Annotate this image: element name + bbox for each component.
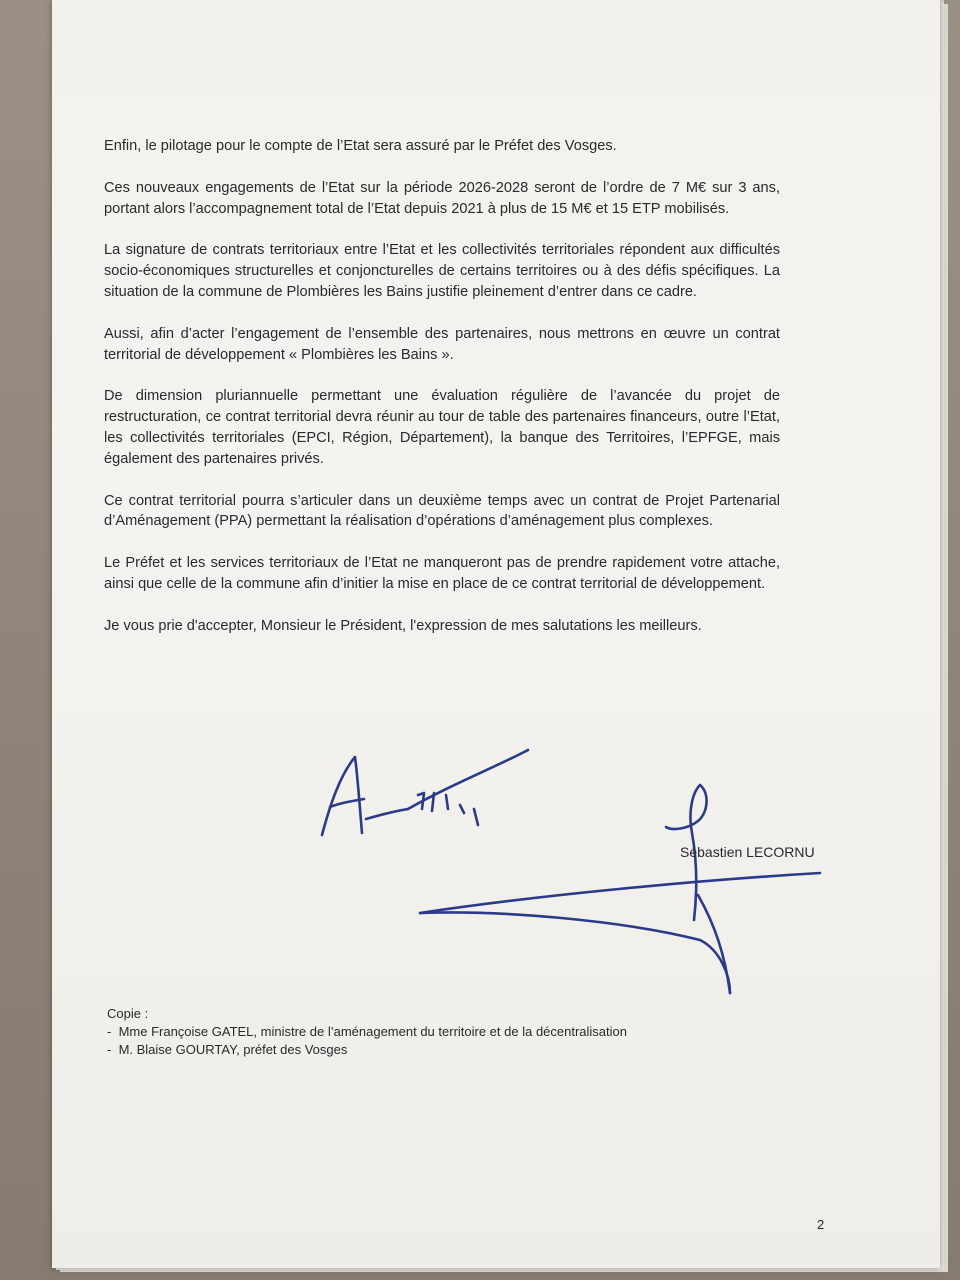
handwritten-note-stroke <box>474 809 478 825</box>
page-number: 2 <box>817 1217 825 1232</box>
paragraph-pilotage: Enfin, le pilotage pour le compte de l’Etat sera assuré par le Préfet des Vosges. <box>104 138 617 154</box>
signature-stroke <box>420 912 730 993</box>
handwritten-note-stroke <box>322 757 362 835</box>
copies-section <box>107 1005 627 1059</box>
paragraph-ppa: Ce contrat territorial pourra s’articuler dans un deuxième temps avec un contrat de Projet Partenarial d’Aménagement (PPA) permettant la réalisation d’opérations d’aménagement plus complexes. <box>104 492 780 530</box>
copies-label: Copie : <box>107 1006 149 1021</box>
letter-body <box>104 136 780 658</box>
paragraph-contrats: La signature de contrats territoriaux entre l’Etat et les collectivités territoriales répondent aux difficultés socio-économiques structurelles et conjoncturelles de certains territoires ou à des défis spécifiques. La situation de la commune de Plombières les Bains justifie pleinement d’entrer dans ce cadre. <box>104 242 780 300</box>
copy-recipient: - M. Blaise GOURTAY, préfet des Vosges <box>107 1041 627 1059</box>
paragraph-salutations: Je vous prie d'accepter, Monsieur le Président, l'expression de mes salutations les meilleurs. <box>104 617 702 634</box>
signature-stroke <box>666 785 707 829</box>
paragraph-prefet: Le Préfet et les services territoriaux de l’Etat ne manqueront pas de prendre rapidement votre attache, ainsi que celle de la commune afin d’initier la mise en place de ce contrat territorial de développement. <box>104 555 780 592</box>
paragraph-acter: Aussi, afin d’acter l’engagement de l’ensemble des partenaires, nous mettrons en œuvre un contrat territorial de développement « Plombières les Bains ». <box>104 325 780 363</box>
handwritten-note-stroke <box>408 750 528 809</box>
copy-recipient: - Mme Françoise GATEL, ministre de l’aménagement du territoire et de la décentralisation <box>107 1023 627 1041</box>
handwritten-note-stroke <box>366 809 408 819</box>
copies-list <box>107 1023 627 1059</box>
handwritten-note-stroke <box>446 795 448 809</box>
paragraph-engagements: Ces nouveaux engagements de l’Etat sur la période 2026-2028 seront de l’ordre de 7 M€ sur 3 ans, portant alors l’accompagnement total de l’Etat depuis 2021 à plus de 15 M€ et 15 ETP mobilisés. <box>104 179 780 217</box>
paragraph-dimension: De dimension pluriannuelle permettant une évaluation régulière de l’avancée du projet de restructuration, ce contrat territorial devra réunir au tour de table des partenaires financeurs, outre l’Etat, les collectivités territoriales (EPCI, Région, Département), la banque des Territoires, l’EPFGE, mais également des partenaires privés. <box>104 388 780 467</box>
handwritten-note-stroke <box>460 805 464 813</box>
signature-stroke <box>698 895 730 993</box>
signature-stroke <box>420 873 820 913</box>
handwritten-signature <box>300 735 840 1005</box>
signer-name: Sébastien LECORNU <box>680 844 815 860</box>
